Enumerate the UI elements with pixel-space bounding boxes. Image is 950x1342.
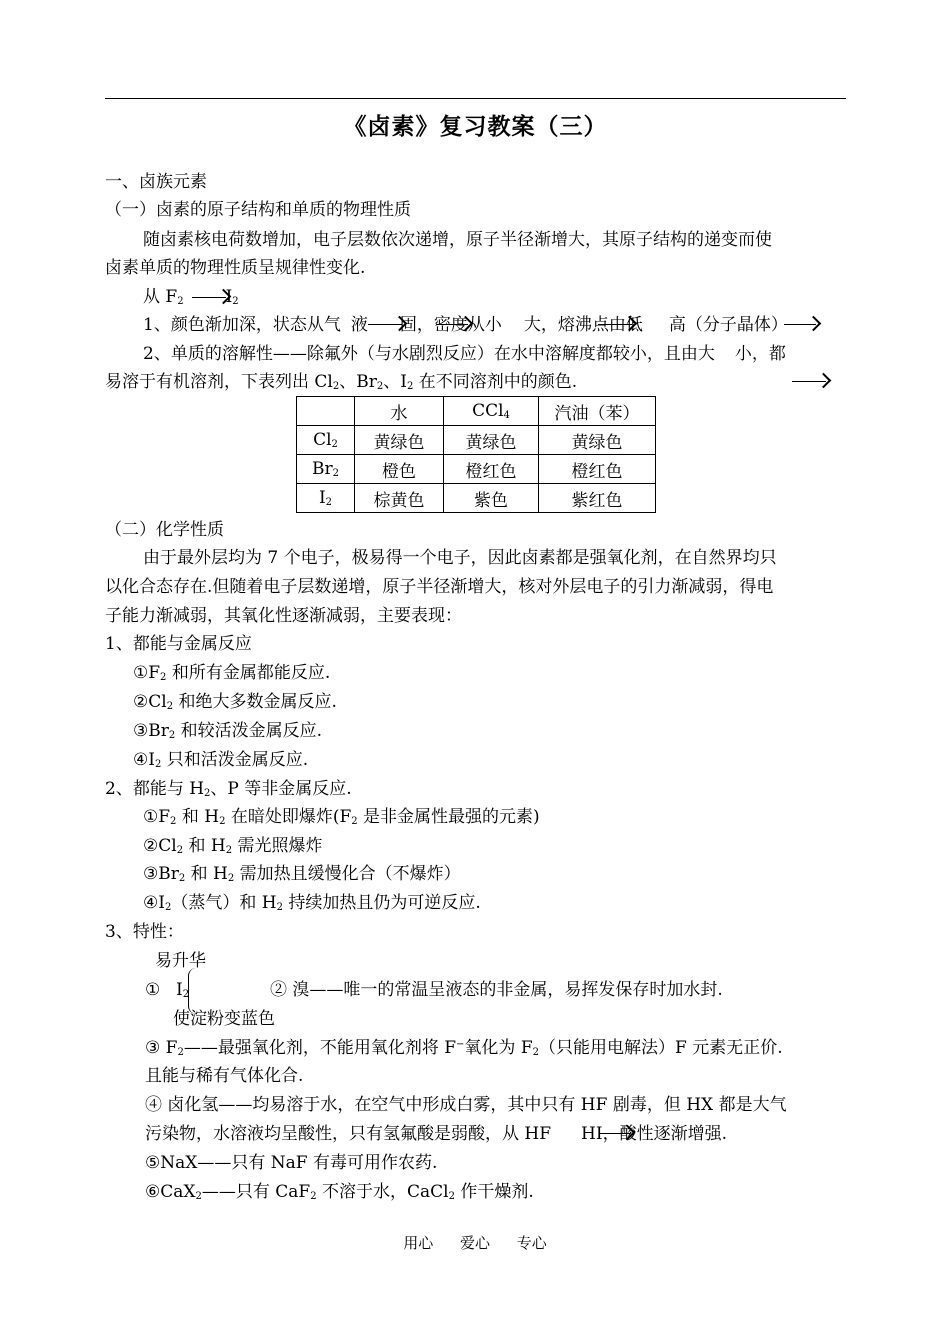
table-row-label: $I_2$ [297,484,355,513]
list-item: ④ 卤化氢——均易溶于水，在空气中形成白雾，其中只有 HF 剧毒，但 HX 都是大气 [145,1095,787,1115]
table-cell: 橙红色 [539,455,656,484]
paragraph-line: 子能力渐减弱，其氧化性逐渐减弱，主要表现： [105,606,462,626]
table-header-cell: CCl$_4$ [444,397,539,426]
list-item: $②Cl_2$ 和绝大多数金属反应. [133,692,337,712]
list-item: $④I_2$ 只和活泼金属反应. [133,750,309,770]
special-heading: 3、特性： [105,922,184,942]
page-title: 《卤素》复习教案（三） [343,114,608,140]
list-item: ⑥CaX$_2$——只有 CaF$_2$ 不溶于水，CaCl$_2$ 作干燥剂. [145,1182,534,1202]
subsection-heading-physical: （一）卤素的原子结构和单质的物理性质 [105,200,411,220]
metal-reaction-heading: 1、都能与金属反应 [105,634,252,654]
table-header-cell: 汽油（苯） [539,397,656,426]
arrow-icon [436,324,468,325]
arrow-icon [598,324,632,325]
list-item-continued: 污染物，水溶液均呈酸性，只有氢氟酸是弱酸，从 HF HI，酸性逐渐增强. [145,1124,727,1144]
nonmetal-reaction-heading: 2、都能与 $H_2$、P 等非金属反应. [105,779,352,799]
list-item: ② 溴——唯一的常温呈液态的非金属，易挥发保存时加水封. [270,980,723,1000]
table-row [297,484,656,513]
header-rule [105,98,846,99]
table-row-label: $Cl_2$ [297,426,355,455]
solubility-color-table [296,396,656,513]
brace-bottom-text: 使淀粉变蓝色 [173,1009,275,1029]
table-cell: 黄绿色 [355,426,444,455]
list-item: $③Br_2$ 和 $H_2$ 需加热且缓慢化合（不爆炸） [143,864,461,884]
table-cell: 黄绿色 [444,426,539,455]
arrow-icon [192,297,226,298]
list-item: $①F_2$ 和 $H_2$ 在暗处即爆炸($F_2$ 是非金属性最强的元素) [143,807,540,827]
table-cell: 橙色 [355,455,444,484]
arrow-icon [792,381,826,382]
point-1-line: 1、颜色渐加深，状态从气 液 固，密度从小 大，熔沸点由低 高（分子晶体） [143,315,788,335]
paragraph-line: 以化合态存在.但随着电子层数递增，原子半径渐增大，核对外层电子的引力渐减弱，得电 [105,577,774,597]
table-header-row [297,397,656,426]
point-2-line: 2、单质的溶解性——除氟外（与水剧烈反应）在水中溶解度都较小，且由大 小，都 [143,344,786,364]
paragraph-line: 卤素单质的物理性质呈规律性变化. [105,258,366,278]
table-cell: 橙红色 [444,455,539,484]
paragraph-line: 随卤素核电荷数增加，电子层数依次递增，原子半径渐增大，其原子结构的递变而使 [143,230,772,250]
table-row [297,426,656,455]
list-item-continued: 且能与稀有气体化合. [145,1066,304,1086]
list-item: ③ $F_2——$最强氧化剂，不能用氧化剂将 F−氧化为 $F_2$（只能用电解法）F 元素无正价. [145,1038,783,1058]
arrow-icon [600,1133,630,1134]
table-cell: 紫色 [444,484,539,513]
list-item: $③Br_2$ 和较活泼金属反应. [133,721,323,741]
brace-top-text: 易升华 [155,951,206,971]
subsection-heading-chemical: （二）化学性质 [105,520,224,540]
list-item: $②Cl_2$ 和 $H_2$ 需光照爆炸 [143,836,323,856]
list-item: $①F_2$ 和所有金属都能反应. [133,663,331,683]
paragraph-line: 由于最外层均为 7 个电子，极易得一个电子，因此卤素都是强氧化剂，在自然界均只 [143,548,777,568]
table-row [297,455,656,484]
arrow-icon [784,324,816,325]
table-cell: 紫红色 [539,484,656,513]
iodine-label: $I_2$ [176,980,190,1000]
arrow-icon [368,324,402,325]
page-footer: 用心 爱心 专心 [403,1234,547,1252]
list-item: ① [145,980,161,1000]
table-header-cell: 水 [355,397,444,426]
list-item: $④I_2$（蒸气）和 $H_2$ 持续加热且仍为可逆反应. [143,893,481,913]
table-row-label: $Br_2$ [297,455,355,484]
section-heading-halogen: 一、卤族元素 [105,172,207,192]
table-header-cell [297,397,355,426]
point-2-line-2: 易溶于有机溶剂，下表列出 $Cl_2$、$Br_2$、$I_2$ 在不同溶剂中的颜色. [105,372,578,392]
range-text: 从 $F_2$ $I_2$ [143,287,239,307]
list-item: ⑤NaX——只有 NaF 有毒可用作农药. [145,1153,438,1173]
table-cell: 黄绿色 [539,426,656,455]
table-cell: 棕黄色 [355,484,444,513]
